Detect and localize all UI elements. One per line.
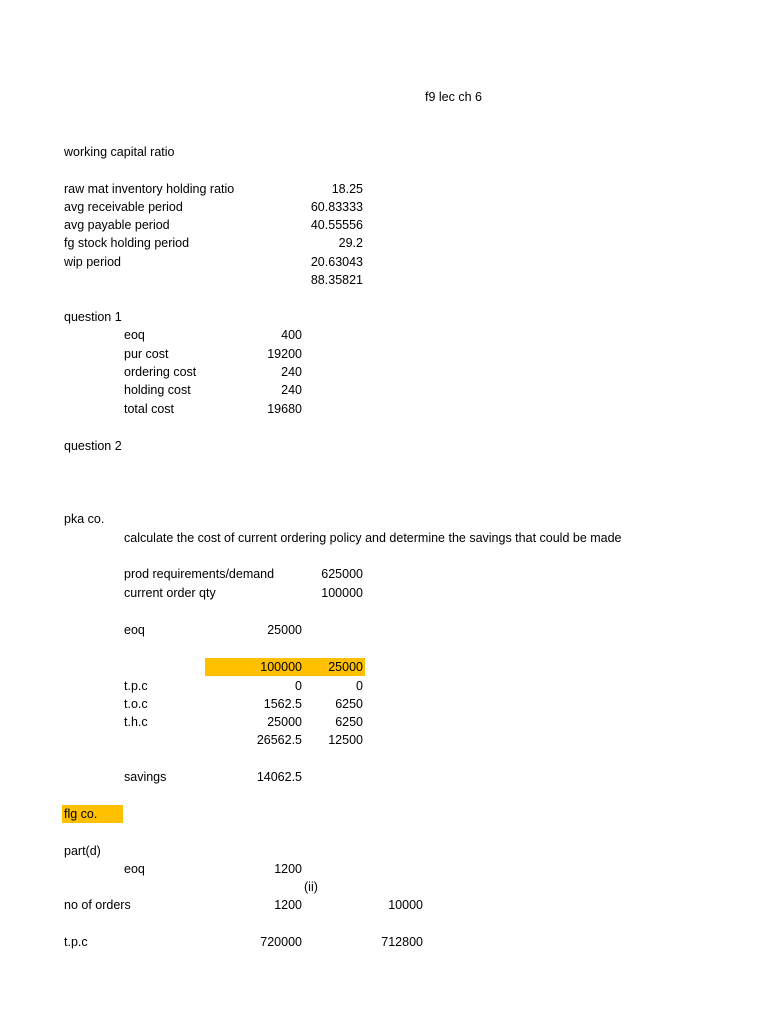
q1-label-pur-cost: pur cost: [124, 347, 169, 361]
q1-label-holding-cost: holding cost: [124, 383, 191, 397]
pka-row-label: t.o.c: [124, 697, 148, 711]
flg-heading: flg co.: [64, 807, 98, 821]
wc-total: 88.35821: [310, 273, 363, 287]
pka-eoq-value: 25000: [267, 623, 302, 637]
working-capital-heading: working capital ratio: [64, 145, 175, 159]
pka-order-qty-label: current order qty: [124, 586, 216, 600]
flg-tpc-value-a: 720000: [260, 935, 302, 949]
pka-col-a-header: 100000: [260, 660, 302, 674]
pka-row-value-a: 25000: [267, 715, 302, 729]
q1-value-eoq: 400: [281, 328, 302, 342]
question2-heading: question 2: [64, 439, 122, 453]
wc-label-wip: wip period: [64, 255, 121, 269]
pka-eoq-label: eoq: [124, 623, 145, 637]
pka-total-a: 26562.5: [256, 733, 302, 747]
pka-total-b: 12500: [328, 733, 363, 747]
wc-label-payable: avg payable period: [64, 218, 170, 232]
pka-col-b-header: 25000: [328, 660, 363, 674]
pka-row-value-a: 0: [295, 679, 302, 693]
q1-value-holding-cost: 240: [281, 383, 302, 397]
wc-value-wip: 20.63043: [310, 255, 363, 269]
flg-orders-label: no of orders: [64, 898, 131, 912]
pka-demand-value: 625000: [321, 567, 363, 581]
pka-savings-label: savings: [124, 770, 167, 784]
flg-tpc-label: t.p.c: [64, 935, 88, 949]
pka-row-value-b: 0: [356, 679, 363, 693]
pka-order-qty-value: 100000: [321, 586, 363, 600]
wc-label-fg-stock: fg stock holding period: [64, 236, 190, 250]
question1-heading: question 1: [64, 310, 122, 324]
pka-demand-label: prod requirements/demand: [124, 567, 275, 581]
pka-row-value-b: 6250: [335, 715, 363, 729]
pka-heading: pka co.: [64, 512, 105, 526]
flg-orders-value-b: 10000: [388, 898, 423, 912]
pka-savings-value: 14062.5: [256, 770, 302, 784]
pka-instruction: calculate the cost of current ordering policy and determine the savings that could be made: [124, 531, 622, 545]
wc-value-fg-stock: 29.2: [338, 236, 363, 250]
wc-value-payable: 40.55556: [310, 218, 363, 232]
pka-row-value-b: 6250: [335, 697, 363, 711]
flg-eoq-label: eoq: [124, 862, 145, 876]
flg-part-label: part(d): [64, 844, 101, 858]
pka-row-label: t.h.c: [124, 715, 148, 729]
wc-value-raw-mat: 18.25: [331, 182, 363, 196]
pka-row-label: t.p.c: [124, 679, 148, 693]
q1-value-ordering-cost: 240: [281, 365, 302, 379]
page-title: f9 lec ch 6: [425, 90, 482, 104]
q1-value-total-cost: 19680: [267, 402, 302, 416]
q1-value-pur-cost: 19200: [267, 347, 302, 361]
pka-row-value-a: 1562.5: [263, 697, 302, 711]
q1-label-ordering-cost: ordering cost: [124, 365, 197, 379]
wc-value-receivable: 60.83333: [310, 200, 363, 214]
flg-sub-label: (ii): [304, 880, 318, 894]
flg-orders-value-a: 1200: [274, 898, 302, 912]
wc-label-receivable: avg receivable period: [64, 200, 183, 214]
q1-label-total-cost: total cost: [124, 402, 175, 416]
flg-eoq-value: 1200: [274, 862, 302, 876]
q1-label-eoq: eoq: [124, 328, 145, 342]
flg-tpc-value-b: 712800: [381, 935, 423, 949]
wc-label-raw-mat: raw mat inventory holding ratio: [64, 182, 235, 196]
